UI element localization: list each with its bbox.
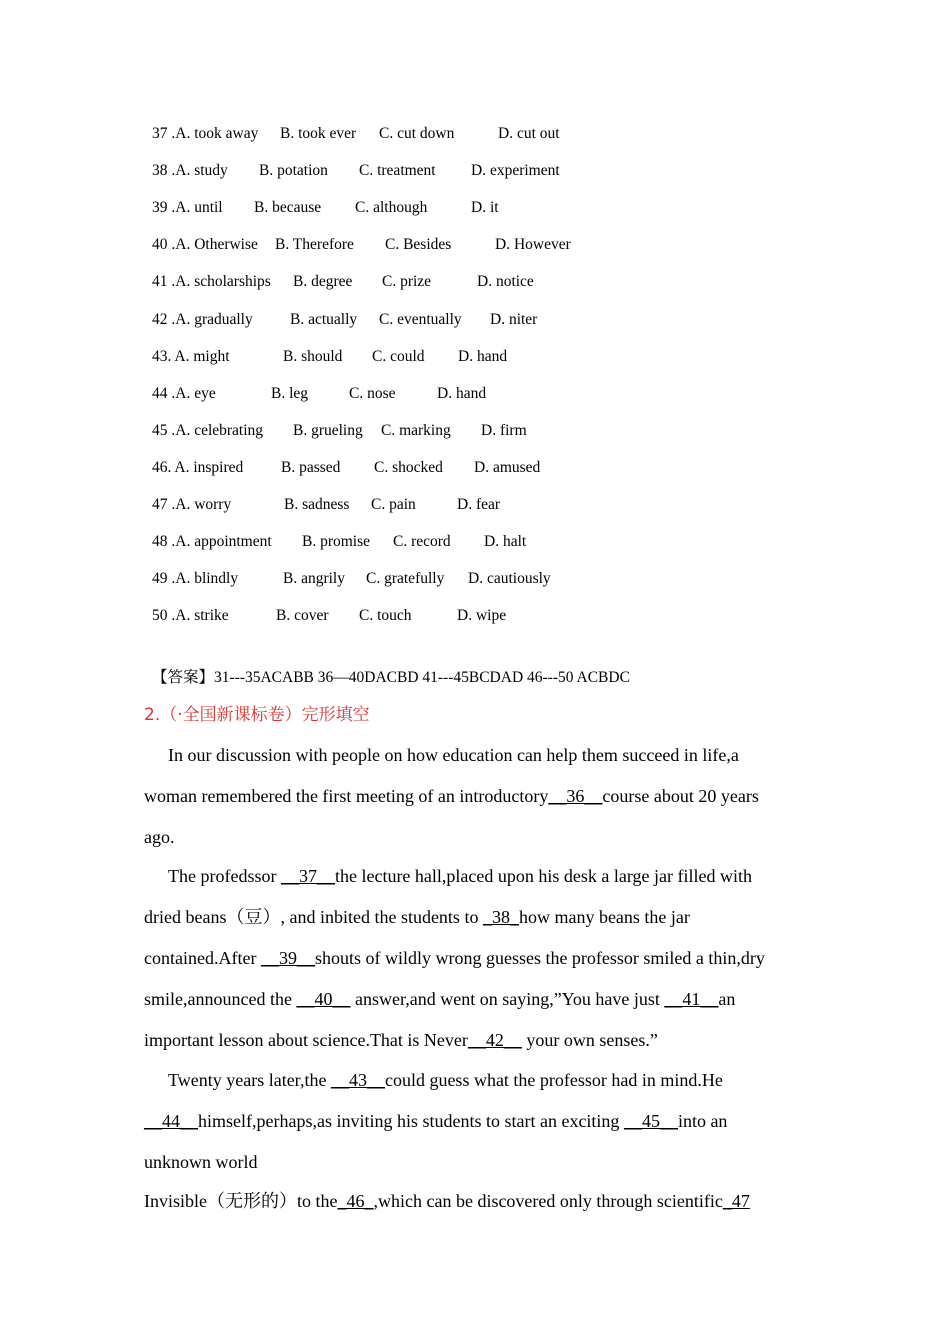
passage-text: course about 20 years <box>602 786 759 806</box>
blank-38: _38_ <box>482 907 519 927</box>
passage-line <box>144 784 759 808</box>
question-option-a: 49 .A. blindly <box>152 570 239 588</box>
passage-text: himself,perhaps,as inviting his students to start an exciting <box>198 1111 624 1131</box>
question-option-c: C. Besides <box>385 236 452 254</box>
question-option-d: D. fear <box>457 496 501 513</box>
blank-41: __41__ <box>664 989 719 1009</box>
question-option-b: B. promise <box>302 533 371 551</box>
question-option-c: C. eventually <box>379 310 462 328</box>
passage-text: smile,announced the <box>144 989 297 1009</box>
question-option-b: B. because <box>254 199 322 217</box>
question-option-a: 47 .A. worry <box>152 496 232 513</box>
section-title: 2.（·全国新课标卷）完形填空 <box>144 705 370 725</box>
passage-text: Twenty years later,the <box>168 1070 331 1090</box>
question-option-a: 43. A. might <box>152 347 230 365</box>
question-option-a: 37 .A. took away <box>152 125 259 142</box>
question-option-d: D. experiment <box>471 162 560 180</box>
blank-47: _47 <box>722 1191 750 1211</box>
question-option-c: C. gratefully <box>366 570 445 588</box>
question-option-d: D. cut out <box>498 125 560 142</box>
question-option-c: C. prize <box>382 273 432 291</box>
question-option-a: 50 .A. strike <box>152 607 229 625</box>
question-option-c: C. touch <box>359 607 412 625</box>
passage-text: answer,and went on saying,”You have just <box>350 989 665 1009</box>
question-option-b: B. potation <box>259 162 328 180</box>
question-option-b: B. took ever <box>280 125 357 142</box>
passage-line <box>144 1109 727 1133</box>
question-option-b: B. leg <box>271 384 309 402</box>
blank-37: __37__ <box>280 866 335 886</box>
question-option-a: 45 .A. celebrating <box>152 421 264 439</box>
question-option-b: B. cover <box>276 607 329 625</box>
passage-line <box>168 743 739 767</box>
question-option-d: D. hand <box>458 347 508 365</box>
blank-40: __40__ <box>296 989 351 1009</box>
question-option-d: D. However <box>495 236 571 254</box>
passage-line <box>144 1189 750 1213</box>
passage-text: could guess what the professor had in mind.He <box>384 1070 723 1090</box>
passage-text: unknown world <box>144 1152 258 1172</box>
question-option-d: D. wipe <box>457 607 507 625</box>
question-option-c: C. cut down <box>379 125 455 142</box>
question-option-d: D. niter <box>490 310 538 328</box>
passage-text: an <box>718 989 736 1009</box>
passage-line <box>144 987 735 1011</box>
question-option-c: C. pain <box>371 496 416 513</box>
question-option-d: D. notice <box>477 273 534 291</box>
question-option-d: D. halt <box>484 533 527 551</box>
question-option-a: 46. A. inspired <box>152 458 244 476</box>
passage-text: into an <box>677 1111 728 1131</box>
passage-text: contained.After <box>144 948 261 968</box>
passage-line <box>144 1028 658 1052</box>
question-option-c: C. although <box>355 199 428 217</box>
blank-42: __42__ <box>467 1030 522 1050</box>
question-option-c: C. nose <box>349 384 396 402</box>
question-option-b: B. sadness <box>284 496 350 513</box>
passage-text: your own senses.” <box>521 1030 658 1050</box>
question-option-b: B. angrily <box>283 570 345 588</box>
question-option-b: B. passed <box>281 458 341 476</box>
question-option-d: D. amused <box>474 458 541 476</box>
blank-36: __36__ <box>548 786 603 806</box>
blank-43: __43__ <box>330 1070 385 1090</box>
question-option-c: C. shocked <box>374 458 443 476</box>
question-option-c: C. marking <box>381 421 451 439</box>
question-option-c: C. record <box>393 533 451 551</box>
passage-text: ago. <box>144 827 175 847</box>
passage-text: how many beans the jar <box>518 907 690 927</box>
passage-text: the lecture hall,placed upon his desk a large jar filled with <box>334 866 752 886</box>
passage-text: In our discussion with people on how education can help them succeed in life,a <box>168 745 739 765</box>
question-option-b: B. grueling <box>293 421 363 439</box>
blank-45: __45__ <box>623 1111 678 1131</box>
answer-key: 【答案】31---35ACABB 36—40DACBD 41---45BCDAD 46---50 ACBDC <box>152 669 630 686</box>
question-option-a: 40 .A. Otherwise <box>152 236 258 254</box>
question-option-a: 48 .A. appointment <box>152 533 272 551</box>
question-option-d: D. firm <box>481 421 527 439</box>
question-option-b: B. should <box>283 347 343 365</box>
passage-line <box>144 905 690 929</box>
question-option-c: C. treatment <box>359 162 436 180</box>
question-option-d: D. hand <box>437 384 487 402</box>
passage-line <box>144 1150 258 1174</box>
question-option-c: C. could <box>372 347 425 365</box>
passage-text: dried beans（豆）, and inbited the students to <box>144 907 483 927</box>
passage-line <box>144 946 765 970</box>
blank-44: __44__ <box>144 1111 198 1131</box>
passage-text: important lesson about science.That is Never <box>144 1030 468 1050</box>
question-option-b: B. degree <box>293 273 353 291</box>
question-option-b: B. Therefore <box>275 236 354 254</box>
question-option-b: B. actually <box>290 310 358 328</box>
question-option-a: 41 .A. scholarships <box>152 273 271 291</box>
passage-text: The profedssor <box>168 866 281 886</box>
passage-text: woman remembered the first meeting of an introductory <box>144 786 549 806</box>
passage-line <box>168 1068 723 1092</box>
question-option-a: 42 .A. gradually <box>152 310 253 328</box>
passage-text: Invisible（无形的）to the <box>144 1191 338 1211</box>
passage-text: ,which can be discovered only through scientific <box>373 1191 723 1211</box>
question-option-d: D. cautiously <box>468 570 551 588</box>
passage-line <box>144 825 175 849</box>
blank-46: _46_ <box>337 1191 374 1211</box>
passage-line <box>168 864 752 888</box>
blank-39: __39__ <box>260 948 315 968</box>
question-option-a: 39 .A. until <box>152 199 223 217</box>
question-option-a: 44 .A. eye <box>152 384 216 402</box>
question-option-d: D. it <box>471 199 499 217</box>
question-option-a: 38 .A. study <box>152 162 228 180</box>
passage-text: shouts of wildly wrong guesses the professor smiled a thin,dry <box>314 948 765 968</box>
